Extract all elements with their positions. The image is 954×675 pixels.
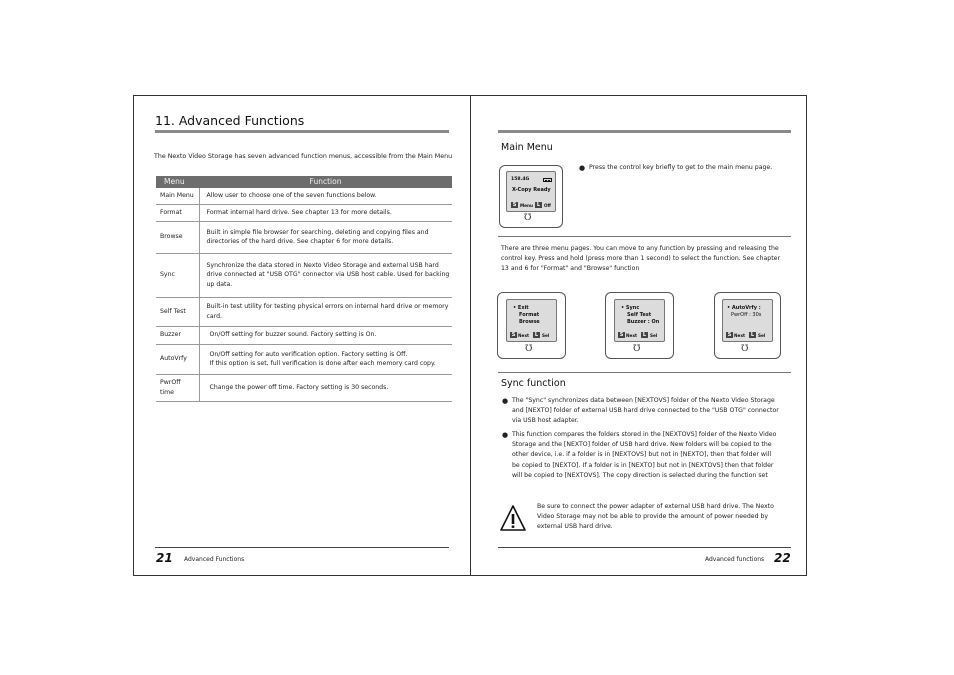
advanced-functions-table <box>156 176 452 402</box>
nexto-logo-icon: ℧ <box>633 344 641 354</box>
s-key-icon: S <box>727 332 732 338</box>
l-key-label: Off <box>544 203 551 208</box>
device-screen <box>506 171 556 212</box>
footer-rule-right <box>498 547 791 548</box>
menu-pages-paragraph: There are three menu pages. You can move to any function by pressing and releasing the control key. Press and hold (press more than 1 second) to select the function. See chapter 13 and 6 for "Format" and "Browse" function <box>501 245 781 273</box>
device-screen <box>614 299 665 342</box>
table-row <box>156 326 452 344</box>
sync-bullet-2: ● This function compares the folders stored in the [NEXTOVS] folder of the Nexto Video Storage and the [NEXTO] folder of USB hard drive. New folders will be copied to the other device, i.e. if a folder is in [NEXTOVS] but not in [NEXTO], then that folder will be copied to [NEXTO]. If a folder is in [NEXTO] but not in [NEXTOVS] then that folder will be copied to [NEXTOVS]. The copy direction is selected during the function set <box>502 431 777 479</box>
device-screen <box>722 299 773 342</box>
page-number-left: 21 <box>156 551 173 565</box>
menu-cell: Format <box>156 204 199 221</box>
function-cell: Synchronize the data stored in Nexto Video Storage and external USB hard drive connected at "USB OTG" connector via USB host cable. Used for backing up data. <box>199 253 452 297</box>
table-row <box>156 253 452 297</box>
s-key-label: Next <box>734 333 746 338</box>
nexto-logo-icon: ℧ <box>741 344 749 354</box>
menu-line: Browse <box>519 319 540 325</box>
status-text: X-Copy Ready <box>512 187 551 193</box>
menu-cell: Sync <box>156 253 199 297</box>
page-title: 11. Advanced Functions <box>155 113 305 128</box>
bullet-dot-icon: ● <box>502 431 509 439</box>
device-menu-page-3 <box>714 292 781 359</box>
device-screen <box>506 299 557 342</box>
table-row <box>156 221 452 253</box>
intro-text: The Nexto Video Storage has seven advanced function menus, accessible from the Main Menu <box>154 153 453 160</box>
footer-left: Advanced Functions <box>184 556 245 563</box>
menu-line: PwrOff : 30s <box>731 312 762 318</box>
s-key-label: Next <box>626 333 638 338</box>
battery-icon <box>543 178 552 182</box>
bullet-dot-icon: ● <box>502 397 509 405</box>
table-row <box>156 204 452 221</box>
main-menu-heading: Main Menu <box>501 142 553 153</box>
s-key-icon: S <box>619 332 624 338</box>
l-key-label: Sel <box>542 333 550 338</box>
function-cell: Built-in test utility for testing physical errors on internal hard drive or memory card. <box>199 297 452 326</box>
manual-spread <box>133 95 807 576</box>
warning-text: Be sure to connect the power adapter of external USB hard drive. The Nexto Video Storage may not be able to provide the amount of power needed by external USB hard drive. <box>537 503 774 531</box>
s-key-label: Next <box>518 333 530 338</box>
l-key-icon: L <box>536 202 541 208</box>
table-row <box>156 297 452 326</box>
function-cell: On/Off setting for auto verification option. Factory setting is Off. If this option is set, full verification is done after each memory card copy. <box>199 344 452 374</box>
l-key-icon: L <box>642 332 647 338</box>
page-number-right: 22 <box>774 551 791 565</box>
table-row <box>156 374 452 401</box>
table-row <box>156 188 452 204</box>
nexto-logo-icon: ℧ <box>524 213 532 223</box>
menu-line: Self Test <box>627 312 652 318</box>
function-cell: On/Off setting for buzzer sound. Factory setting is On. <box>199 326 452 344</box>
section-rule <box>498 236 791 237</box>
s-key-icon: S <box>511 332 516 338</box>
l-key-label: Sel <box>650 333 658 338</box>
menu-cell: Buzzer <box>156 326 199 344</box>
l-key-icon: L <box>534 332 539 338</box>
menu-cell: PwrOff time <box>156 374 199 401</box>
title-rule <box>155 130 449 133</box>
device-main-menu <box>499 165 563 228</box>
menu-cell: AutoVrfy <box>156 344 199 374</box>
footer-right: Advanced functions <box>705 556 765 563</box>
function-cell: Format internal hard drive. See chapter 13 for more details. <box>199 204 452 221</box>
function-cell: Change the power off time. Factory setting is 30 seconds. <box>199 374 452 401</box>
main-menu-bullet: ● Press the control key briefly to get to the main menu page. <box>579 164 773 172</box>
table-header-function: Function <box>199 176 452 188</box>
menu-line: Format <box>519 312 540 318</box>
warning-triangle-icon <box>500 505 526 531</box>
l-key-icon: L <box>750 332 755 338</box>
s-key-label: Menu <box>520 203 533 208</box>
device-menu-page-1 <box>497 292 566 359</box>
device-menu-page-2 <box>605 292 674 359</box>
function-cell: Allow user to choose one of the seven functions below. <box>199 188 452 204</box>
function-cell: Built in simple file browser for searching, deleting and copying files and directories of the hard drive. See chapter 6 for more details. <box>199 221 452 253</box>
sync-heading: Sync function <box>501 378 566 389</box>
right-top-rule <box>498 130 791 133</box>
menu-line: • Sync <box>621 305 640 311</box>
menu-cell: Main Menu <box>156 188 199 204</box>
section-rule <box>498 372 791 373</box>
table-header-menu: Menu <box>156 176 199 188</box>
capacity-text: 158.4G <box>511 177 530 182</box>
bullet-dot-icon: ● <box>579 164 586 172</box>
menu-line: • AutoVrfy : <box>727 305 761 311</box>
page-divider <box>470 96 471 575</box>
s-key-icon: S <box>512 202 517 208</box>
menu-line: • Exit <box>513 305 529 311</box>
nexto-logo-icon: ℧ <box>525 344 533 354</box>
menu-cell: Browse <box>156 221 199 253</box>
menu-line: Buzzer : On <box>627 319 660 325</box>
l-key-label: Sel <box>758 333 766 338</box>
menu-cell: Self Test <box>156 297 199 326</box>
table-row <box>156 344 452 374</box>
sync-bullet-1: ● The "Sync" synchronizes data between [NEXTOVS] folder of the Nexto Video Storage and [NEXTO] folder of external USB hard drive connected to the "USB OTG" connector via USB host adapter. <box>502 397 779 425</box>
footer-rule-left <box>155 547 449 548</box>
